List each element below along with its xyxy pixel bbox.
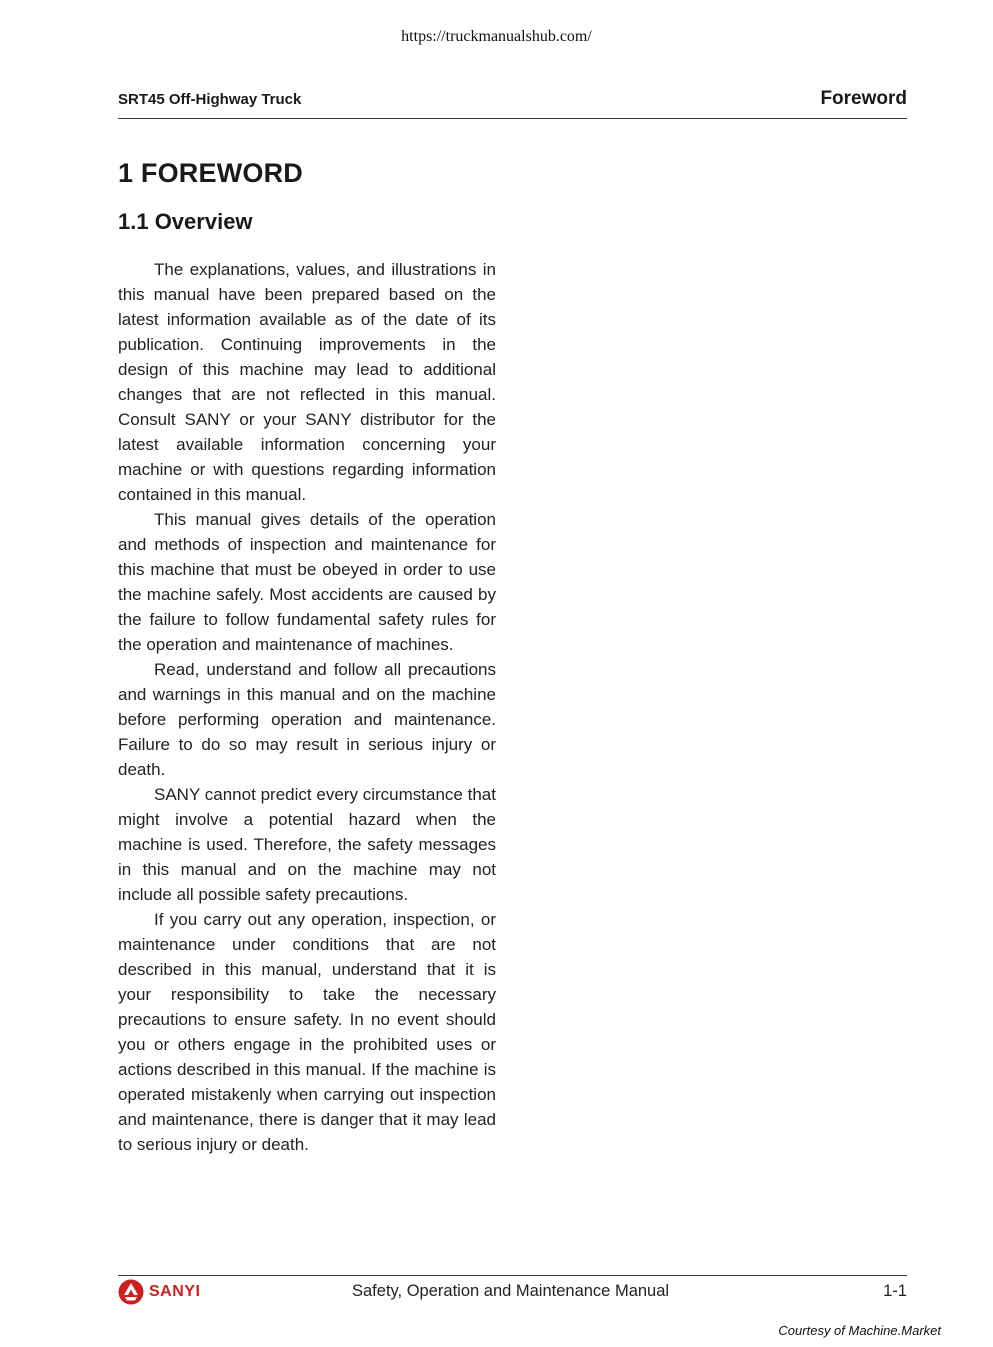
paragraph-4: SANY cannot predict every circumstance that might involve a potential hazard when the machine is used. Therefore, the safety messages in this manual and on the machine may not include all possible safety precautions. <box>118 785 496 904</box>
paragraph-1: The explanations, values, and illustrations in this manual have been prepared based on the latest information available as of the date of its publication. Continuing improvements in the design of this machine may lead to additional changes that are not reflected in this manual. Consult SANY or your SANY distributor for the latest available information concerning your machine or with questions regarding information contained in this manual. <box>118 260 496 504</box>
courtesy-note: Courtesy of Machine.Market <box>778 1323 941 1338</box>
source-url: https://truckmanualshub.com/ <box>401 28 592 45</box>
footer-divider <box>118 1275 907 1276</box>
sany-logo <box>118 1279 200 1305</box>
paragraph-2: This manual gives details of the operation and methods of inspection and maintenance for this machine that must be obeyed in order to use the machine safely. Most accidents are caused by the failure to follow fundamental safety rules for the operation and maintenance of machines. <box>118 510 496 654</box>
header-section-title: Foreword <box>820 88 907 109</box>
header-model-title: SRT45 Off-Highway Truck <box>118 91 302 108</box>
body-text <box>118 257 496 1157</box>
sany-logo-icon <box>118 1279 144 1305</box>
footer-manual-title: Safety, Operation and Maintenance Manual <box>352 1282 670 1300</box>
header-divider <box>118 118 907 119</box>
paragraph-3: Read, understand and follow all precautions and warnings in this manual and on the machine before performing operation and maintenance. Failure to do so may result in serious injury or death. <box>118 660 496 779</box>
logo-wordmark: SANYI <box>149 1283 201 1300</box>
paragraph-5: If you carry out any operation, inspection, or maintenance under conditions that are not described in this manual, understand that it is your responsibility to take the necessary precautions to ensure safety. In no event should you or others engage in the prohibited uses or actions described in this manual. If the machine is operated mistakenly when carrying out inspection and maintenance, there is danger that it may lead to serious injury or death. <box>118 910 496 1154</box>
page-number: 1-1 <box>883 1282 907 1300</box>
chapter-title: 1 FOREWORD <box>118 158 304 188</box>
section-title: 1.1 Overview <box>118 209 253 234</box>
